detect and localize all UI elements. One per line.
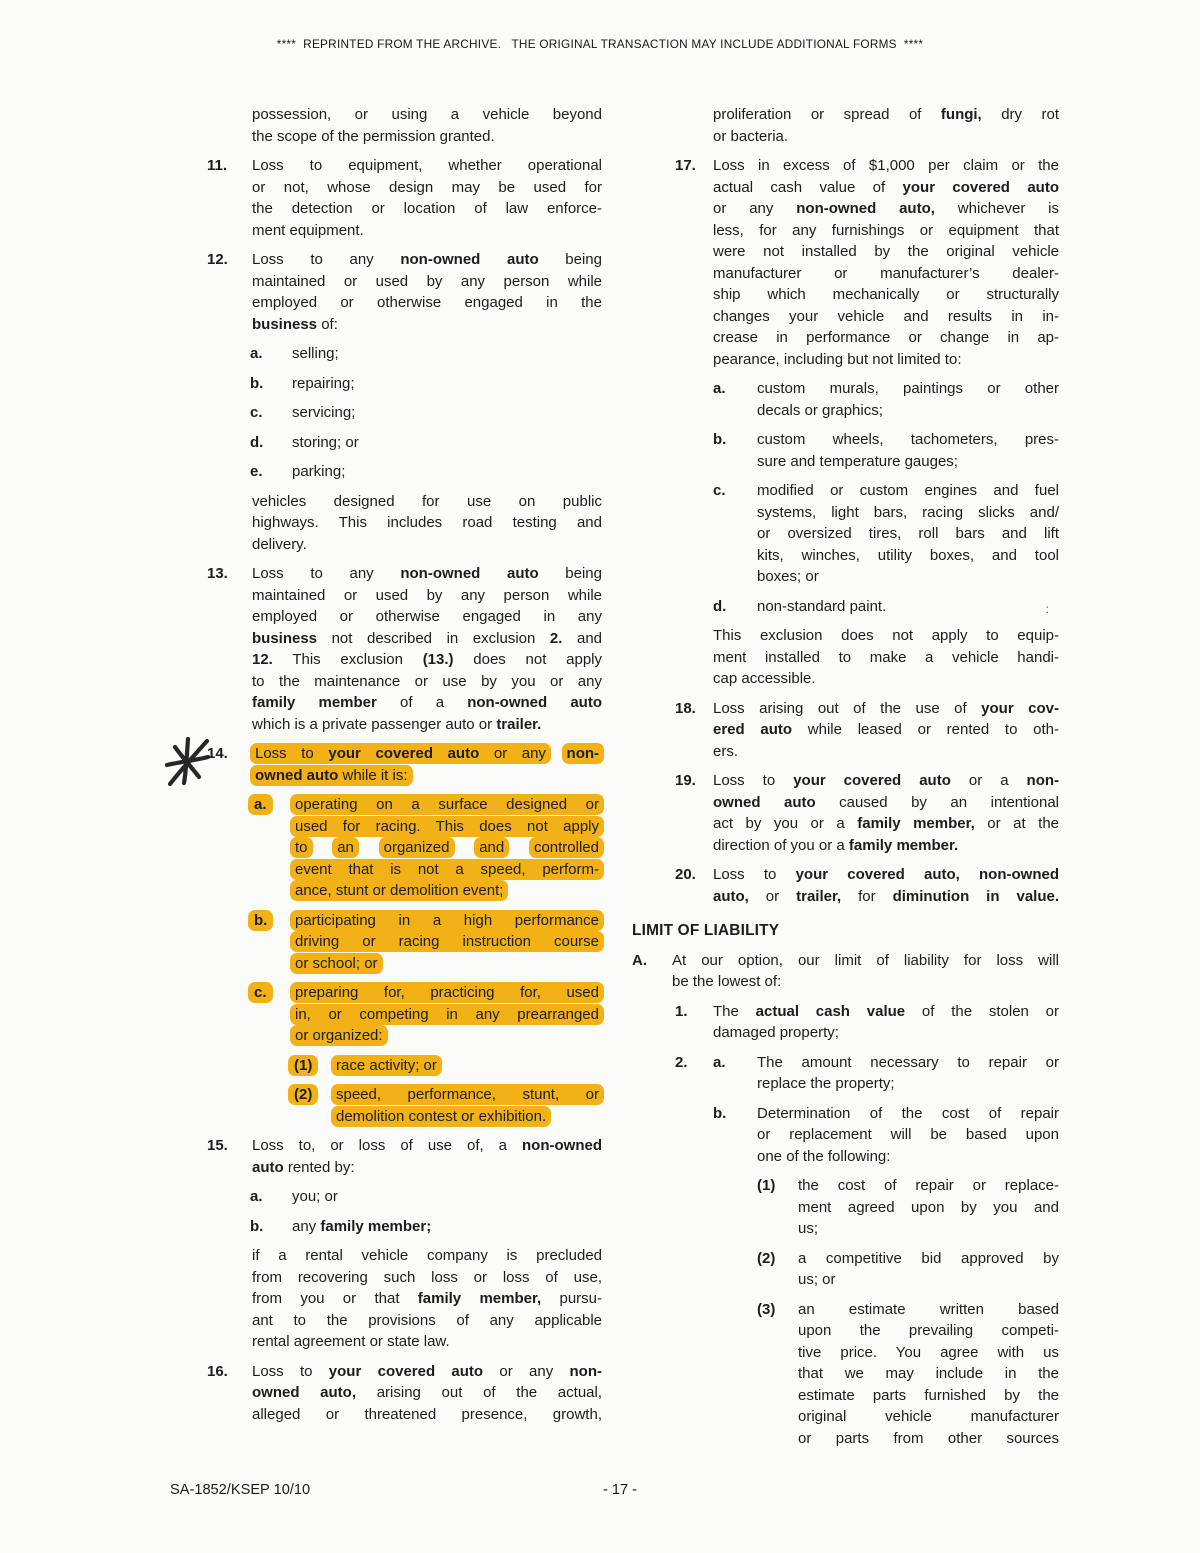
text-line: employed or otherwise engaged in any	[252, 608, 602, 625]
text-line: custom wheels, tachometers, pres-	[757, 431, 1059, 448]
text-line: ment installed to make a vehicle handi-	[713, 648, 1059, 666]
text-line: direction of you or a family member.	[713, 836, 959, 854]
highlighter-mark: and	[474, 837, 509, 858]
text-line: act by you or a family member, or at the	[713, 815, 1060, 832]
text-line: maintained or used by any person while	[252, 272, 602, 290]
text-line: Loss to, or loss of use of, a non-owned	[252, 1137, 602, 1154]
text-line	[292, 953, 602, 975]
text-line: repairing;	[292, 374, 355, 392]
doc-paragraph	[632, 104, 1059, 147]
doc-item	[632, 1299, 1059, 1450]
text-line: from you or that family member, pursu-	[252, 1290, 603, 1307]
text-line: Loss to any non-owned auto being	[252, 565, 602, 582]
text-line: Determination of the cost of repair	[757, 1104, 1059, 1122]
text-line: or any non-owned auto, whichever is	[713, 200, 1059, 217]
item-label	[250, 910, 271, 932]
text-line: less, for any furnishings or equipment that	[713, 221, 1059, 239]
text-line: highways. This includes road testing and	[252, 514, 602, 531]
text-line: business not described in exclusion 2. and	[252, 629, 603, 647]
item-label: b.	[713, 431, 727, 448]
item-label: b.	[713, 1104, 727, 1122]
item-label: c.	[250, 404, 263, 421]
text-line: be the lowest of:	[672, 973, 782, 990]
highlighter-mark: a.	[248, 794, 273, 815]
doc-item	[207, 1361, 602, 1426]
item-label: 17.	[675, 157, 696, 174]
highlighter-mark: non-	[562, 743, 604, 764]
text-line: Loss in excess of $1,000 per claim or the	[713, 157, 1059, 174]
highlighter-mark: to	[290, 837, 313, 858]
doc-item	[632, 480, 1059, 588]
text-line: Loss to your covered auto, non-owned	[713, 866, 1059, 883]
text-line: owned auto, arising out of the actual,	[252, 1384, 603, 1401]
text-line: or parts from other sources	[798, 1429, 1059, 1447]
text-line: The actual cash value of the stolen or	[713, 1002, 1060, 1020]
text-line	[333, 1055, 602, 1077]
text-line: upon the prevailing competi-	[798, 1322, 1059, 1339]
text-line: The amount necessary to repair or	[757, 1053, 1059, 1071]
text-line	[252, 743, 602, 765]
highlighter-mark: preparing for, practicing for, used	[290, 982, 604, 1003]
text-line: proliferation or spread of fungi, dry rot	[713, 106, 1059, 123]
text-line: original vehicle manufacturer	[798, 1408, 1059, 1425]
item-label: 14.	[207, 745, 228, 762]
text-line: a competitive bid approved by	[798, 1249, 1059, 1267]
item-label: 15.	[207, 1137, 228, 1154]
text-line: non-standard paint.	[757, 597, 887, 615]
text-line	[292, 859, 602, 881]
text-line: ment agreed upon by you and	[798, 1198, 1059, 1216]
doc-item	[207, 1135, 602, 1178]
doc-paragraph	[207, 1245, 602, 1353]
text-line: from recovering such loss or loss of use,	[252, 1268, 602, 1286]
text-line	[292, 816, 602, 838]
text-line: sure and temperature gauges;	[757, 452, 958, 470]
doc-item	[207, 402, 602, 424]
item-label	[290, 1084, 316, 1106]
right-text-column	[632, 104, 1059, 1449]
item-label: 1.	[675, 1002, 688, 1020]
highlighter-mark: participating in a high performance	[290, 910, 604, 931]
item-label: a.	[250, 345, 263, 362]
text-line: you; or	[292, 1188, 338, 1205]
item-label: (2)	[757, 1249, 776, 1267]
text-line	[252, 765, 602, 787]
highlighter-mark: in, or competing in any prearranged	[290, 1004, 604, 1025]
text-line: crease in performance or change in ap-	[713, 329, 1059, 346]
text-line: ship which mechanically or structurally	[713, 286, 1059, 303]
item-label: a.	[250, 1188, 263, 1205]
text-line: cap accessible.	[713, 670, 816, 687]
text-line	[292, 910, 602, 932]
text-line: if a rental vehicle company is precluded	[252, 1247, 602, 1264]
text-line	[292, 1004, 602, 1026]
text-line: This exclusion does not apply to equip-	[713, 627, 1059, 644]
text-line: maintained or used by any person while	[252, 586, 602, 604]
highlighter-mark: event that is not a speed, perform-	[290, 859, 604, 880]
text-line: vehicles designed for use on public	[252, 492, 602, 510]
text-line: decals or graphics;	[757, 401, 883, 419]
stray-colon-mark: :	[1045, 601, 1049, 616]
text-line	[292, 982, 602, 1004]
highlighter-mark: ance, stunt or demolition event;	[290, 880, 508, 901]
text-line: boxes; or	[757, 568, 819, 585]
text-line	[292, 837, 602, 859]
doc-paragraph	[207, 491, 602, 556]
text-line: modified or custom engines and fuel	[757, 482, 1059, 499]
highlighter-mark: used for racing. This does not apply	[290, 816, 604, 837]
text-line: pearance, including but not limited to:	[713, 350, 962, 368]
text-line: an estimate written based	[798, 1300, 1059, 1318]
text-line	[292, 931, 602, 953]
text-line: auto, or trailer, for diminution in value.	[713, 887, 1059, 905]
highlighter-mark: an	[332, 837, 359, 858]
text-line: changes your vehicle and results in in-	[713, 307, 1059, 325]
highlighter-mark: speed, performance, stunt, or	[331, 1084, 604, 1105]
text-line: Loss arising out of the use of your cov-	[713, 699, 1060, 717]
highlighter-mark: or school; or	[290, 953, 383, 974]
doc-item	[207, 249, 602, 335]
doc-item	[632, 1052, 1059, 1095]
doc-item	[632, 698, 1059, 763]
item-label: e.	[250, 463, 263, 480]
doc-item	[632, 429, 1059, 472]
doc-item	[632, 770, 1059, 856]
doc-item	[632, 155, 1059, 370]
text-line: were not installed by the original vehicle	[713, 243, 1059, 260]
item-label: b.	[250, 374, 264, 392]
text-line: Loss to your covered auto or any non-	[252, 1362, 602, 1380]
highlighter-mark: owned auto while it is:	[250, 765, 413, 786]
text-line: Loss to your covered auto or a non-	[713, 772, 1060, 789]
item-label: (3)	[757, 1300, 776, 1318]
doc-item	[632, 1103, 1059, 1168]
text-line: parking;	[292, 463, 346, 480]
text-line: us;	[798, 1220, 819, 1237]
highlighter-mark: driving or racing instruction course	[290, 931, 604, 952]
highlighter-mark: (2)	[288, 1084, 318, 1105]
text-line	[333, 1084, 602, 1106]
text-line: storing; or	[292, 433, 359, 451]
text-line: or oversized tires, roll bars and lift	[757, 525, 1059, 542]
text-line: us; or	[798, 1271, 836, 1288]
item-label: 11.	[207, 157, 228, 174]
doc-item	[207, 343, 602, 365]
text-line: or not, whose design may be used for	[252, 178, 602, 196]
item-label	[290, 1055, 316, 1077]
doc-item	[207, 432, 602, 454]
doc-item	[207, 1084, 602, 1127]
doc-paragraph	[207, 104, 602, 147]
text-line: business of:	[252, 315, 338, 333]
page-number: - 17 -	[602, 1482, 638, 1498]
doc-item	[207, 982, 602, 1047]
item-label: a.	[713, 1053, 726, 1071]
text-line	[292, 794, 602, 816]
text-line: 12. This exclusion (13.) does not apply	[252, 651, 602, 668]
highlighter-mark: b.	[248, 910, 273, 931]
doc-item	[207, 1216, 602, 1238]
doc-item	[207, 155, 602, 241]
doc-item	[632, 1001, 1059, 1044]
item-label: (1)	[757, 1177, 776, 1194]
text-line: kits, winches, utility boxes, and tool	[757, 546, 1059, 564]
text-line: selling;	[292, 345, 339, 362]
text-line: manufacturer or manufacturer’s dealer-	[713, 264, 1059, 282]
text-line: that we may include in the	[798, 1365, 1059, 1382]
text-line: Loss to any non-owned auto being	[252, 251, 602, 268]
text-line: rental agreement or state law.	[252, 1333, 450, 1350]
text-line: the cost of repair or replace-	[798, 1177, 1059, 1194]
item-label: 13.	[207, 565, 228, 582]
doc-item	[207, 794, 602, 902]
highlighter-mark: (1)	[288, 1055, 318, 1076]
doc-item	[632, 950, 1059, 993]
text-line: At our option, our limit of liability for loss will	[672, 951, 1059, 969]
doc-item	[632, 378, 1059, 421]
text-line: or bacteria.	[713, 127, 789, 145]
text-line: to the maintenance or use by you or any	[252, 672, 602, 690]
item-label: b.	[250, 1217, 264, 1235]
doc-item	[207, 1186, 602, 1208]
text-line: which is a private passenger auto or trailer.	[252, 715, 542, 733]
item-label: d.	[250, 433, 264, 451]
doc-item	[207, 910, 602, 975]
item-label: 2.	[675, 1053, 688, 1071]
text-line: the scope of the permission granted.	[252, 127, 495, 145]
item-label: a.	[713, 380, 726, 397]
highlighter-mark: organized	[379, 837, 455, 858]
doc-item	[207, 461, 602, 483]
text-line: damaged property;	[713, 1024, 839, 1041]
doc-item	[632, 1175, 1059, 1240]
text-line: one of the following:	[757, 1147, 891, 1165]
text-line	[333, 1106, 602, 1128]
doc-item	[207, 373, 602, 395]
text-line: owned auto caused by an intentional	[713, 793, 1059, 811]
item-label	[250, 794, 271, 816]
form-number: SA-1852/KSEP 10/10	[170, 1482, 311, 1498]
item-label: c.	[713, 482, 726, 499]
highlighter-mark: controlled	[529, 837, 604, 858]
doc-item	[632, 1248, 1059, 1291]
handwritten-asterisk-mark	[163, 734, 213, 788]
highlighter-mark: c.	[248, 982, 273, 1003]
archive-reprint-banner: **** REPRINTED FROM THE ARCHIVE. THE ORIGINAL TRANSACTION MAY INCLUDE ADDITIONAL FORMS ****	[276, 37, 924, 51]
text-line: alleged or threatened presence, growth,	[252, 1405, 602, 1423]
item-label: 19.	[675, 772, 696, 789]
text-line: estimate parts furnished by the	[798, 1386, 1059, 1404]
text-line: possession, or using a vehicle beyond	[252, 106, 602, 123]
text-line: servicing;	[292, 404, 356, 421]
text-line: family member of a non-owned auto	[252, 694, 603, 711]
section-heading: LIMIT OF LIABILITY	[632, 922, 780, 939]
doc-item	[632, 864, 1059, 907]
text-line: any family member;	[292, 1217, 432, 1235]
highlighter-mark: race activity; or	[331, 1055, 442, 1076]
doc-paragraph	[632, 625, 1059, 690]
text-line: ered auto while leased or rented to oth-	[713, 721, 1060, 738]
text-line: tive price. You agree with us	[798, 1343, 1059, 1361]
item-label: d.	[713, 597, 727, 615]
text-line: Loss to equipment, whether operational	[252, 157, 602, 174]
text-line: auto rented by:	[252, 1158, 355, 1176]
text-line	[292, 880, 602, 902]
highlighter-mark: or organized:	[290, 1025, 388, 1046]
doc-item	[207, 563, 602, 735]
text-line: systems, light bars, racing slicks and/	[757, 503, 1059, 521]
item-label	[250, 982, 271, 1004]
item-label: A.	[632, 951, 647, 969]
doc-item	[207, 1055, 602, 1077]
text-line: the detection or location of law enforce-	[252, 200, 602, 217]
item-label: 20.	[675, 866, 696, 883]
text-line: ers.	[713, 742, 739, 760]
text-line: employed or otherwise engaged in the	[252, 294, 602, 311]
item-label: 16.	[207, 1362, 228, 1380]
text-line: replace the property;	[757, 1075, 895, 1092]
item-label: 18.	[675, 699, 696, 717]
text-line: actual cash value of your covered auto	[713, 178, 1059, 196]
highlighter-mark: operating on a surface designed or	[290, 794, 604, 815]
text-line: ant to the provisions of any applicable	[252, 1311, 602, 1329]
item-label: 12.	[207, 251, 228, 268]
text-line: ment equipment.	[252, 221, 364, 239]
left-text-column	[207, 104, 602, 1425]
text-line	[292, 1025, 602, 1047]
highlighter-mark: Loss to your covered auto or any	[250, 743, 551, 764]
text-line: or replacement will be based upon	[757, 1126, 1059, 1143]
text-line: delivery.	[252, 535, 307, 553]
doc-item	[632, 596, 1059, 618]
highlighter-mark: demolition contest or exhibition.	[331, 1106, 551, 1127]
text-line: custom murals, paintings or other	[757, 380, 1059, 397]
doc-item	[207, 743, 602, 786]
